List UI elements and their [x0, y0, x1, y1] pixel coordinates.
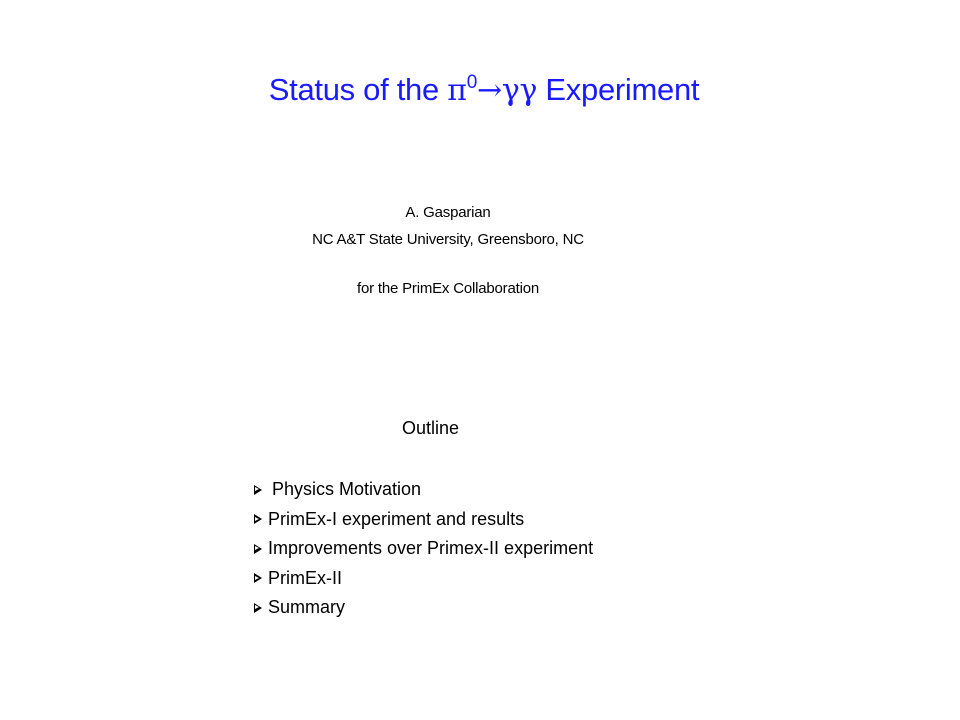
arrow-symbol: → [476, 73, 502, 108]
outline-item-label: Physics Motivation [272, 479, 422, 500]
outline-item-improvements [254, 534, 593, 564]
outline-item-physics-motivation [254, 475, 593, 505]
author-affiliation: NC A&T State University, Greensboro, NC [312, 231, 584, 248]
pi-symbol: π [447, 73, 467, 108]
slide-title [0, 72, 960, 108]
outline-item-label: PrimEx-II [268, 567, 342, 588]
arrow-bullet-icon [254, 485, 262, 495]
title-suffix: Experiment [545, 72, 700, 107]
gamma-symbols: γγ [501, 73, 538, 108]
outline-item-label: Summary [268, 597, 346, 618]
title-prefix: Status of the [268, 72, 439, 107]
outline-item-label: Improvements over Primex-II experiment [268, 538, 594, 559]
arrow-bullet-icon [254, 603, 262, 613]
arrow-bullet-icon [254, 514, 262, 524]
outline-list [254, 475, 593, 623]
author-name: A. Gasparian [405, 204, 491, 221]
outline-item-primex-ii [254, 564, 593, 594]
outline-item-label: PrimEx-I experiment and results [268, 508, 525, 529]
arrow-bullet-icon [254, 544, 262, 554]
collaboration-note: for the PrimEx Collaboration [357, 280, 539, 297]
arrow-bullet-icon [254, 573, 262, 583]
outline-heading: Outline [402, 418, 460, 438]
outline-item-summary [254, 593, 593, 623]
pi-superscript: 0 [466, 72, 477, 93]
outline-item-primex-i [254, 505, 593, 535]
